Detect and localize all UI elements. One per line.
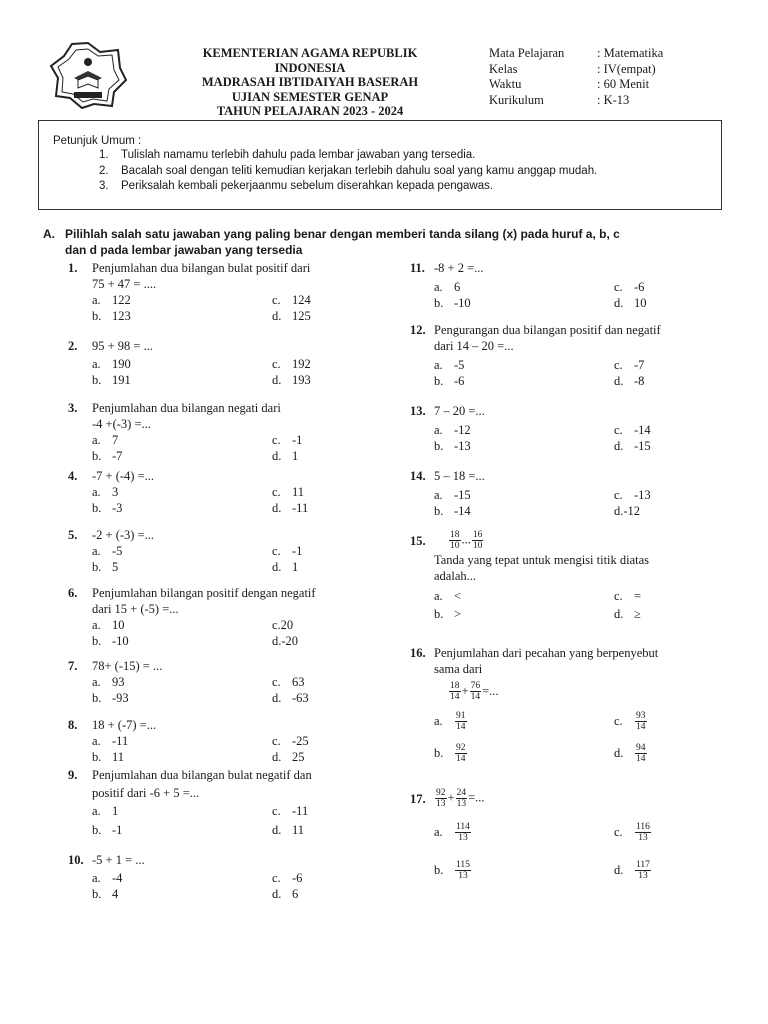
option-a: a. -4 xyxy=(92,871,123,885)
question xyxy=(68,338,372,388)
question xyxy=(410,645,714,769)
option-c: c. 63 xyxy=(272,675,305,689)
question-text: dari 15 + (-5) =... xyxy=(92,602,179,616)
question-text: positif dari -6 + 5 =... xyxy=(92,786,200,800)
instructions-title: Petunjuk Umum : xyxy=(53,135,142,147)
question xyxy=(68,585,372,649)
option-b: b. 5 xyxy=(92,560,119,574)
question-text: 95 + 98 = ... xyxy=(92,339,153,353)
section-line: dan d pada lembar jawaban yang tersedia xyxy=(65,243,303,257)
option-c: c. -1 xyxy=(272,544,303,558)
question xyxy=(410,788,714,889)
question-text: -2 + (-3) =... xyxy=(92,528,154,542)
option-b: b. -10 xyxy=(92,634,129,648)
question-number: 4. xyxy=(68,469,78,483)
meta-key: Kelas xyxy=(489,61,518,76)
question xyxy=(410,322,714,389)
institution-line: KEMENTERIAN AGAMA REPUBLIK xyxy=(202,46,418,60)
option-a: a. 10 xyxy=(92,618,125,632)
question xyxy=(410,260,714,311)
instruction-number: 2. xyxy=(99,164,109,177)
fraction: $\frac{18}{10}$ xyxy=(450,530,460,551)
option-c: c. -25 xyxy=(272,734,309,748)
meta-key: Kurikulum xyxy=(489,92,544,107)
option-b: b. -14 xyxy=(434,504,471,518)
option-d: d. -15 xyxy=(614,439,651,453)
section-a-heading xyxy=(43,226,723,258)
option-d: d. -11 xyxy=(272,501,309,515)
question-number: 16. xyxy=(410,646,426,660)
meta-key: Waktu xyxy=(489,77,522,91)
option-b: b. -6 xyxy=(434,374,465,388)
question-text: -5 + 1 = ... xyxy=(92,853,145,867)
option-d: d.-12 xyxy=(614,504,641,518)
fraction: $\frac{18}{14}$ xyxy=(450,680,460,702)
option-d: d. ≥ xyxy=(614,607,641,621)
meta-value: : 60 Menit xyxy=(597,77,650,91)
meta-row xyxy=(489,77,663,93)
option-a: a. -5 xyxy=(92,544,123,558)
option-b: b. $\frac{92}{14}$ xyxy=(434,742,466,764)
fraction: $\frac{16}{10}$ xyxy=(472,530,483,551)
question-number: 17. xyxy=(410,791,426,806)
option-d: d. 1 xyxy=(272,449,299,463)
option-d: d. 10 xyxy=(614,296,647,310)
question-number: 12. xyxy=(410,323,426,337)
question xyxy=(68,260,372,324)
meta-value: : IV(empat) xyxy=(597,61,656,76)
option-d: d. $\frac{117}{13}$ xyxy=(614,859,650,881)
option-c: c. 124 xyxy=(272,293,311,307)
option-a: a. 93 xyxy=(92,675,125,689)
instruction-text: Tulislah namamu terlebih dahulu pada lembar jawaban yang tersedia. xyxy=(121,149,476,161)
option-b: b. -93 xyxy=(92,691,129,705)
question-text: 5 – 18 =... xyxy=(434,469,485,483)
question-text: -8 + 2 =... xyxy=(434,261,484,275)
instruction-text: Bacalah soal dengan teliti kemudian kerjakan terlebih dahulu soal yang kamu anggap mudah. xyxy=(121,164,598,177)
question-number: 3. xyxy=(68,401,78,415)
option-a: a. -12 xyxy=(434,423,471,437)
question xyxy=(68,468,372,516)
option-b: b. -3 xyxy=(92,501,123,515)
fraction: $\frac{24}{13}$ xyxy=(456,788,467,809)
option-a: a. $\frac{91}{14}$ xyxy=(434,710,466,732)
option-c: c. $\frac{93}{14}$ xyxy=(614,710,646,732)
meta-row xyxy=(489,93,663,109)
option-b: b. 123 xyxy=(92,309,131,323)
instruction-number: 1. xyxy=(99,149,109,161)
question-number: 7. xyxy=(68,659,78,673)
question xyxy=(68,658,372,706)
option-a: a. -11 xyxy=(92,734,129,748)
meta-value: : Matematika xyxy=(597,46,664,60)
section-letter: A. xyxy=(43,227,55,241)
option-a: a. 7 xyxy=(92,433,119,447)
instruction-item xyxy=(53,179,707,195)
kemenag-logo xyxy=(48,40,128,110)
option-c: c. $\frac{116}{13}$ xyxy=(614,821,650,843)
meta-row xyxy=(489,62,663,78)
option-c: c. = xyxy=(614,589,642,603)
option-c: c. 192 xyxy=(272,357,311,371)
institution-line: UJIAN SEMESTER GENAP xyxy=(231,89,389,104)
option-a: a. $\frac{114}{13}$ xyxy=(434,821,470,843)
question-number: 14. xyxy=(410,469,426,483)
question-number: 8. xyxy=(68,718,78,732)
question-text: -7 + (-4) =... xyxy=(92,469,154,483)
fraction-expression: $\frac{92}{13}$ + $\frac{24}{13}$ =... xyxy=(436,788,485,809)
institution-line: INDONESIA xyxy=(274,60,346,75)
option-a: a. 3 xyxy=(92,485,119,499)
option-b: b. -13 xyxy=(434,439,471,453)
option-b: b. -7 xyxy=(92,449,123,463)
question xyxy=(68,767,372,838)
question xyxy=(68,717,372,765)
section-line: Pilihlah salah satu jawaban yang paling benar dengan memberi tanda silang (x) pada huruf a, b, c xyxy=(65,227,620,241)
option-a: a. -15 xyxy=(434,488,471,502)
fraction-expression: $\frac{18}{14}$ + $\frac{76}{14}$ =... xyxy=(450,680,499,702)
question-number: 9. xyxy=(68,768,78,782)
option-a: a. < xyxy=(434,589,462,603)
option-c: c. 11 xyxy=(272,485,305,499)
option-b: b. -1 xyxy=(92,823,123,837)
question xyxy=(410,403,714,454)
instruction-text: Periksalah kembali pekerjaanmu sebelum diserahkan kepada pengawas. xyxy=(121,180,494,192)
option-a: a. 190 xyxy=(92,357,131,371)
option-c: c. -7 xyxy=(614,358,645,372)
question xyxy=(410,468,714,519)
option-d: d. -8 xyxy=(614,374,645,388)
option-c: c. -14 xyxy=(614,423,651,437)
option-a: a. 1 xyxy=(92,804,119,818)
option-c: c.20 xyxy=(272,618,294,632)
option-c: c. -6 xyxy=(272,871,303,885)
option-d: d. 6 xyxy=(272,887,299,901)
question xyxy=(410,530,714,623)
option-b: b. 191 xyxy=(92,373,131,387)
question-number: 5. xyxy=(68,528,78,542)
question-text: Pengurangan dua bilangan positif dan negatif xyxy=(434,323,661,337)
question-text: 75 + 47 = .... xyxy=(92,277,157,291)
question-text: adalah... xyxy=(434,569,476,583)
comparison-expression: $\frac{18}{10}$ ... $\frac{16}{10}$ xyxy=(450,530,483,551)
question-text: sama dari xyxy=(434,662,483,676)
question-text: dari 14 – 20 =... xyxy=(434,339,514,353)
option-d: d. $\frac{94}{14}$ xyxy=(614,742,646,764)
option-d: d. -63 xyxy=(272,691,309,705)
question-text: -4 +(-3) =... xyxy=(92,417,151,431)
option-d: d. 11 xyxy=(272,823,305,837)
question-text: Penjumlahan bilangan positif dengan negatif xyxy=(92,586,316,600)
option-d: d.-20 xyxy=(272,634,299,648)
instruction-number: 3. xyxy=(99,180,109,192)
question-text: 7 – 20 =... xyxy=(434,404,485,418)
option-b: b. 11 xyxy=(92,750,125,764)
question xyxy=(68,852,372,902)
option-d: d. 125 xyxy=(272,309,311,323)
institution-header xyxy=(160,46,460,119)
question-number: 1. xyxy=(68,261,78,275)
option-c: c. -11 xyxy=(272,804,309,818)
question-text: Penjumlahan dua bilangan bulat positif dari xyxy=(92,261,311,275)
question-number: 10. xyxy=(68,853,84,867)
institution-line: TAHUN PELAJARAN 2023 - 2024 xyxy=(216,104,404,118)
question-number: 6. xyxy=(68,586,78,600)
option-d: d. 193 xyxy=(272,373,311,387)
question-text: Penjumlahan dari pecahan yang berpenyebut xyxy=(434,646,659,660)
option-b: b. $\frac{115}{13}$ xyxy=(434,859,470,881)
exam-meta xyxy=(489,46,663,108)
option-c: c. -1 xyxy=(272,433,303,447)
institution-line: MADRASAH IBTIDAIYAH BASERAH xyxy=(201,75,419,89)
option-b: b. > xyxy=(434,607,462,621)
fraction: $\frac{76}{14}$ xyxy=(470,680,481,702)
meta-value: : K-13 xyxy=(597,92,630,107)
question-text: 18 + (-7) =... xyxy=(92,718,157,732)
question-text: Penjumlahan dua bilangan bulat negatif dan xyxy=(92,768,312,782)
option-c: c. -6 xyxy=(614,280,645,294)
question-text: Penjumlahan dua bilangan negati dari xyxy=(92,401,281,415)
question-number: 2. xyxy=(68,339,78,353)
option-d: d. 1 xyxy=(272,560,299,574)
question xyxy=(68,527,372,575)
meta-row xyxy=(489,46,663,62)
question-number: 11. xyxy=(410,261,425,275)
option-b: b. 4 xyxy=(92,887,119,901)
option-a: a. -5 xyxy=(434,358,465,372)
meta-key: Mata Pelajaran xyxy=(489,46,565,60)
question-text: Tanda yang tepat untuk mengisi titik diatas xyxy=(434,553,650,567)
fraction: $\frac{92}{13}$ xyxy=(436,788,446,809)
instruction-item xyxy=(53,164,707,180)
option-d: d. 25 xyxy=(272,750,305,764)
option-a: a. 122 xyxy=(92,293,131,307)
option-a: a. 6 xyxy=(434,280,461,294)
question xyxy=(68,400,372,464)
instruction-item xyxy=(53,148,707,164)
question-number: 15. xyxy=(410,533,426,548)
option-b: b. -10 xyxy=(434,296,471,310)
question-text: 78+ (-15) = ... xyxy=(92,659,163,673)
instructions-box xyxy=(38,120,722,210)
question-number: 13. xyxy=(410,404,426,418)
option-c: c. -13 xyxy=(614,488,651,502)
